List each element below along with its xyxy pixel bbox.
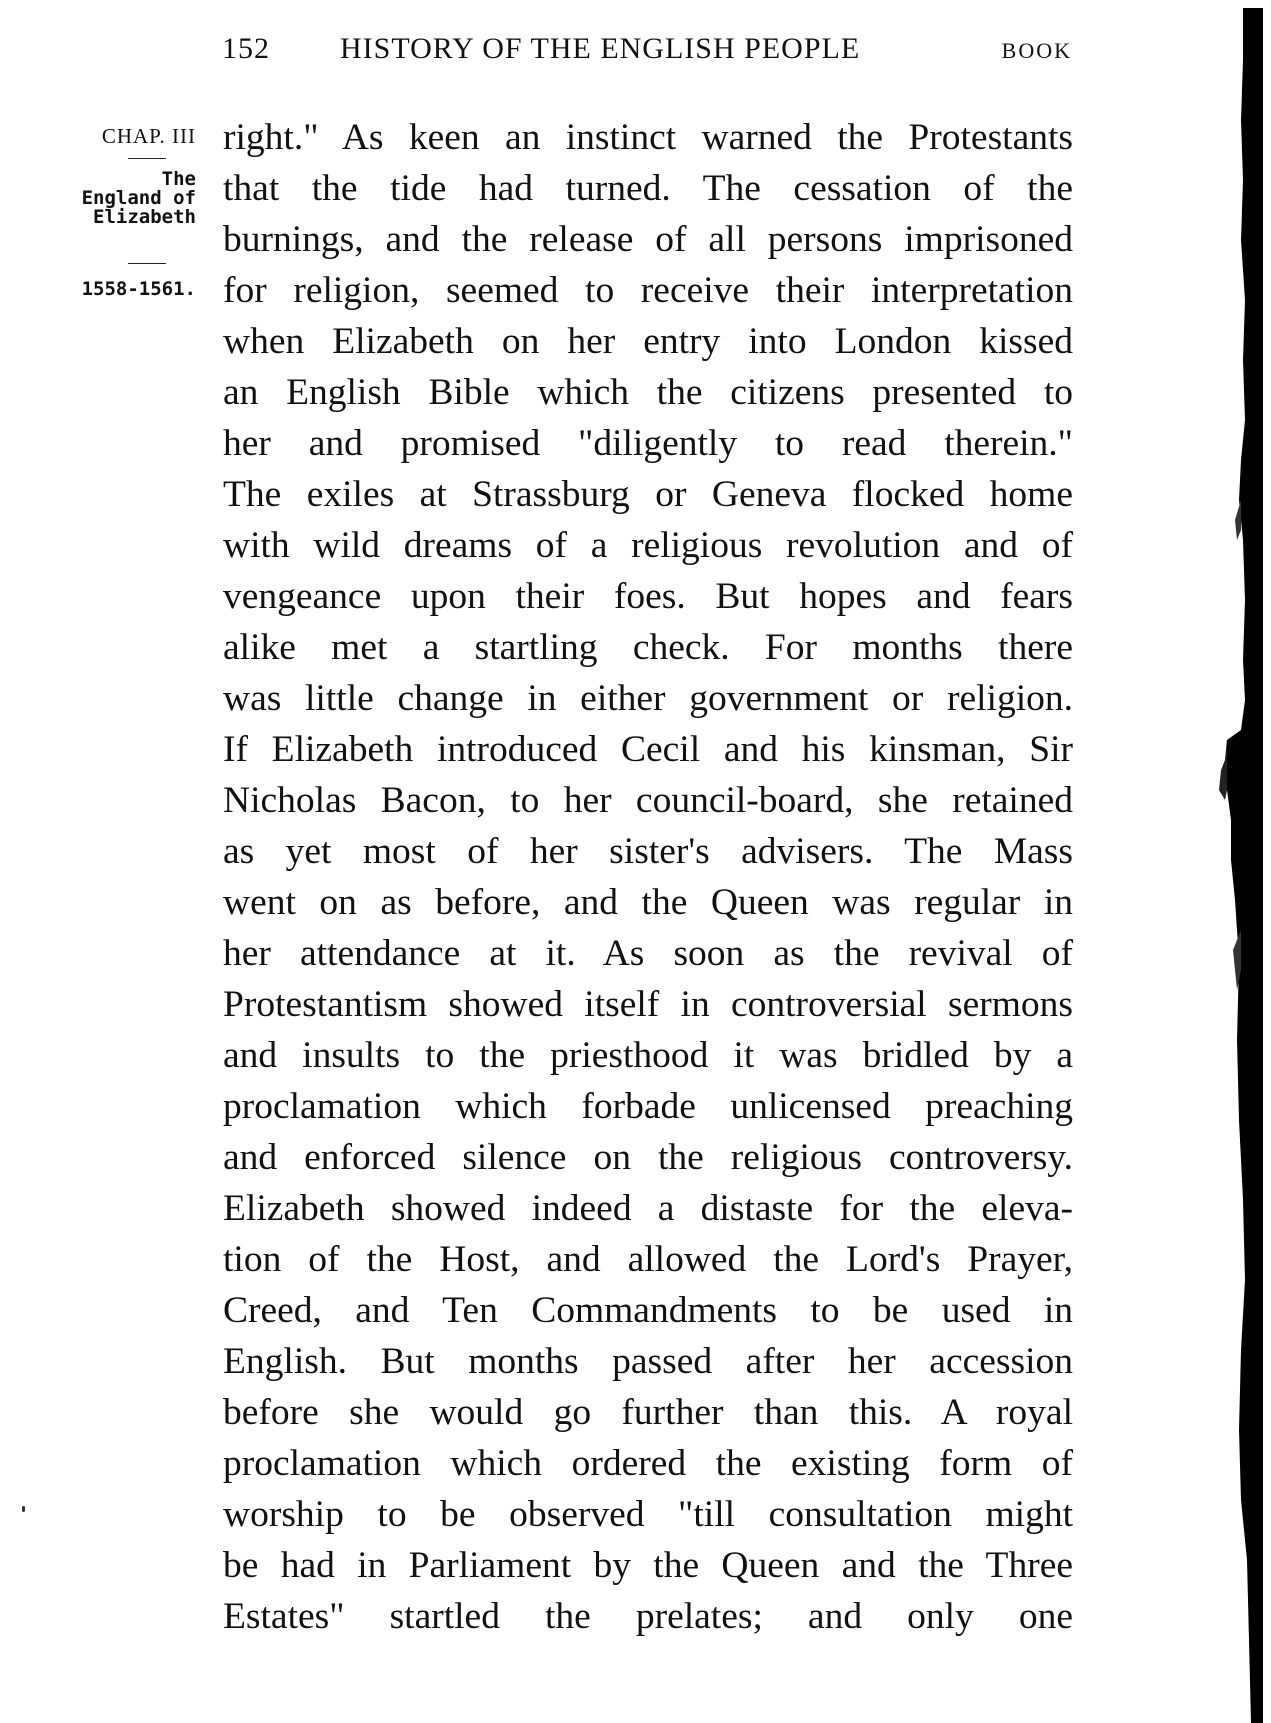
text-line: an English Bible which the citizens presented to xyxy=(223,372,1073,413)
text-line: that the tide had turned. The cessation of the xyxy=(223,168,1073,209)
section-label-line: Elizabeth xyxy=(93,206,196,228)
book-label: BOOK xyxy=(1001,38,1072,63)
text-line: tion of the Host, and allowed the Lord's Prayer, xyxy=(223,1239,1073,1280)
text-line: Nicholas Bacon, to her council-board, she retained xyxy=(223,780,1073,821)
chapter-label: CHAP. III xyxy=(101,124,196,148)
running-title: HISTORY OF THE ENGLISH PEOPLE xyxy=(340,32,861,65)
section-label-line: England of xyxy=(81,187,196,209)
margin-rule-top xyxy=(128,158,166,159)
text-line: If Elizabeth introduced Cecil and his kinsman, Sir xyxy=(223,729,1073,770)
text-line: went on as before, and the Queen was regular in xyxy=(223,882,1073,923)
text-line: The exiles at Strassburg or Geneva flocked home xyxy=(223,474,1073,515)
text-line: English. But months passed after her accession xyxy=(223,1341,1073,1382)
text-line: was little change in either government or religion. xyxy=(223,678,1073,719)
section-label-line: The xyxy=(161,168,196,190)
text-line: alike met a startling check. For months there xyxy=(223,627,1073,668)
text-line: as yet most of her sister's advisers. The Mass xyxy=(223,831,1073,872)
text-line: and insults to the priesthood it was bridled by a xyxy=(223,1035,1073,1076)
text-line: her attendance at it. As soon as the revival of xyxy=(223,933,1073,974)
text-line: worship to be observed "till consultation might xyxy=(223,1494,1073,1535)
text-line: proclamation which forbade unlicensed preaching xyxy=(223,1086,1073,1127)
body-text xyxy=(223,112,1073,1642)
date-range: 1558-1561. xyxy=(81,278,196,300)
text-line: Estates" startled the prelates; and only one xyxy=(223,1596,1073,1637)
text-line: be had in Parliament by the Queen and the Three xyxy=(223,1545,1073,1586)
text-line: vengeance upon their foes. But hopes and fears xyxy=(223,576,1073,617)
text-line: with wild dreams of a religious revolution and of xyxy=(223,525,1073,566)
text-line: Creed, and Ten Commandments to be used in xyxy=(223,1290,1073,1331)
text-line: before she would go further than this. A royal xyxy=(223,1392,1073,1433)
section-label xyxy=(56,170,196,227)
text-line: right." As keen an instinct warned the Protestants xyxy=(223,117,1073,158)
text-line: for religion, seemed to receive their interpretation xyxy=(223,270,1073,311)
text-line: her and promised "diligently to read therein." xyxy=(223,423,1073,464)
running-header xyxy=(222,32,1072,82)
text-line: Protestantism showed itself in controversial sermons xyxy=(223,984,1073,1025)
text-line: proclamation which ordered the existing form of xyxy=(223,1443,1073,1484)
ink-speck xyxy=(22,1506,25,1512)
scan-edge-shadow xyxy=(1181,0,1271,1723)
text-line: burnings, and the release of all persons imprisoned xyxy=(223,219,1073,260)
text-line: when Elizabeth on her entry into London kissed xyxy=(223,321,1073,362)
page-number: 152 xyxy=(222,32,270,65)
margin-rule-bottom xyxy=(128,263,166,264)
text-line: Elizabeth showed indeed a distaste for the eleva- xyxy=(223,1188,1073,1229)
text-line: and enforced silence on the religious controversy. xyxy=(223,1137,1073,1178)
